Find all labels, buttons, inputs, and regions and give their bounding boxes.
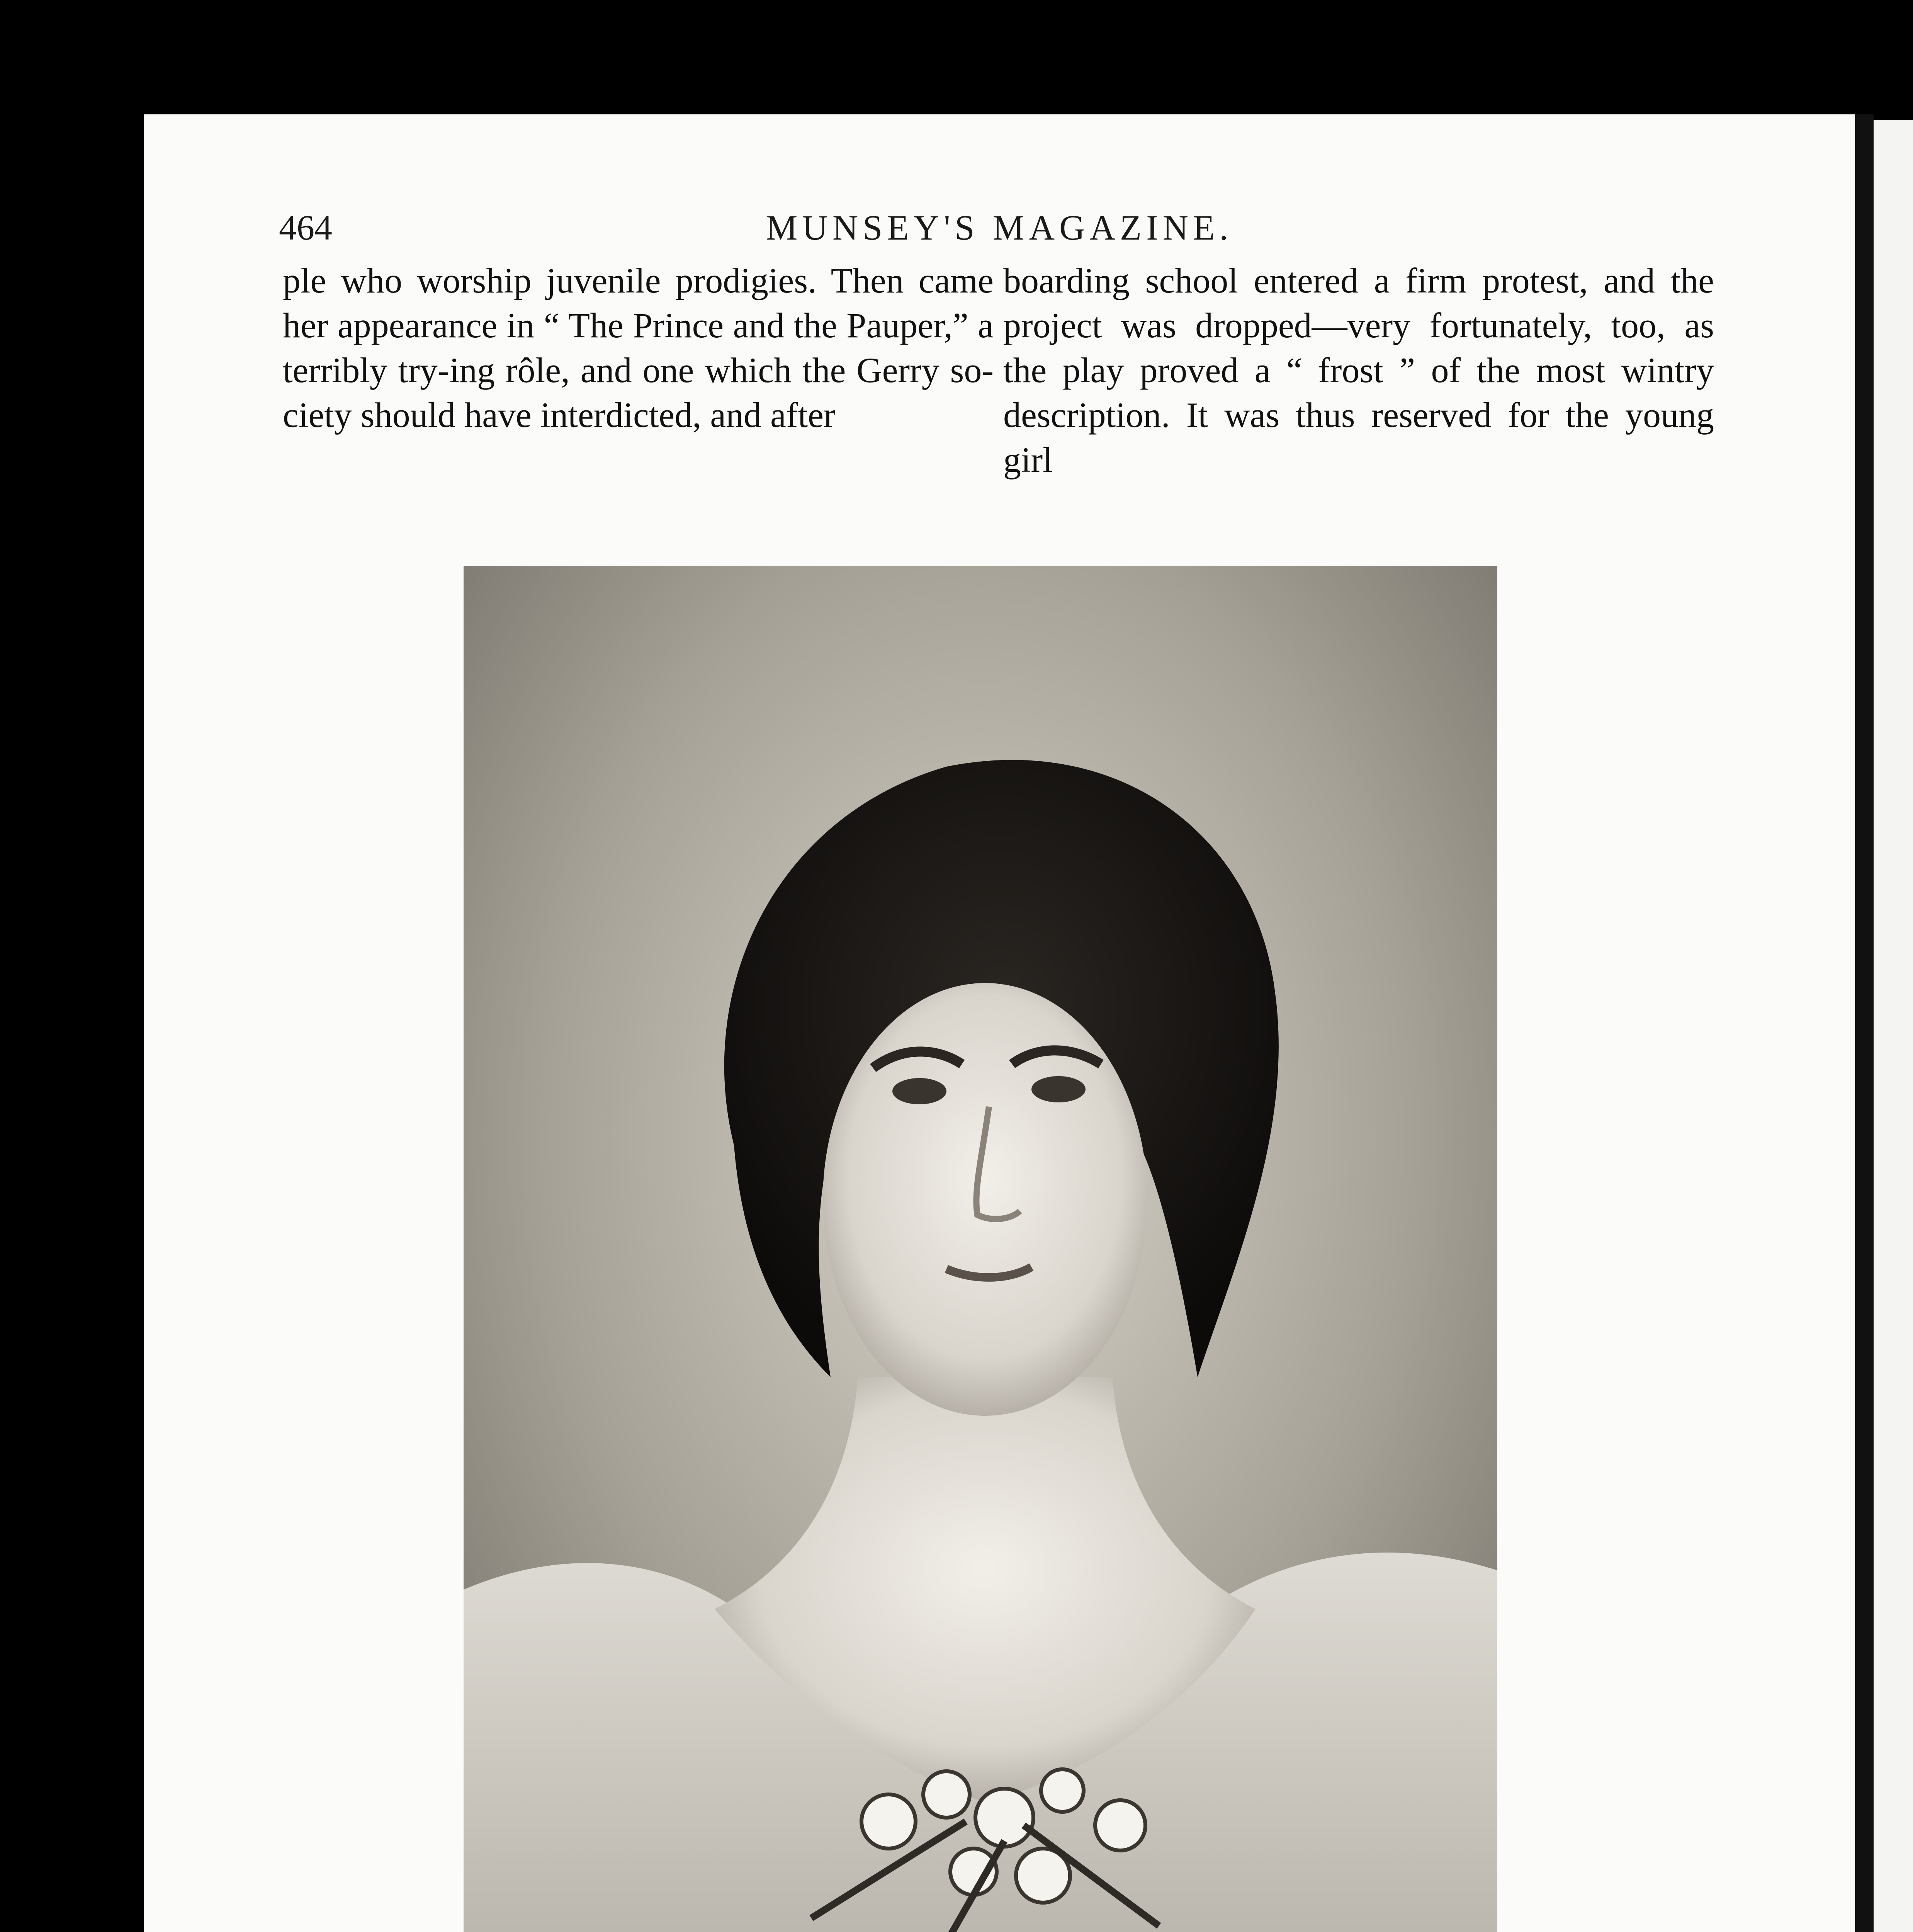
- running-head: MUNSEY'S MAGAZINE.: [766, 208, 1233, 247]
- portrait-illustration: [464, 566, 1497, 1932]
- portrait-photograph: [464, 566, 1497, 1932]
- top-right-paragraph: boarding school entered a firm protest, and the project was dropped—very fortunately, too, as the play proved a “ frost ” of the most wintry description. It was thus reserved for the young girl: [1003, 261, 1714, 480]
- top-right-column: [1003, 258, 1714, 482]
- next-page-edge: [1874, 120, 1913, 1932]
- page-header: [144, 207, 1855, 250]
- top-left-paragraph: ple who worship juvenile prodigies. Then came her appearance in “ The Prince and the Pauper,” a terribly try-ing rôle, and one which the Gerry so-ciety should have interdicted, and after: [283, 261, 994, 435]
- magazine-page: [144, 114, 1855, 1932]
- page-gutter: [1855, 114, 1874, 1932]
- top-left-column: [283, 258, 994, 437]
- page-number: 464: [279, 208, 332, 247]
